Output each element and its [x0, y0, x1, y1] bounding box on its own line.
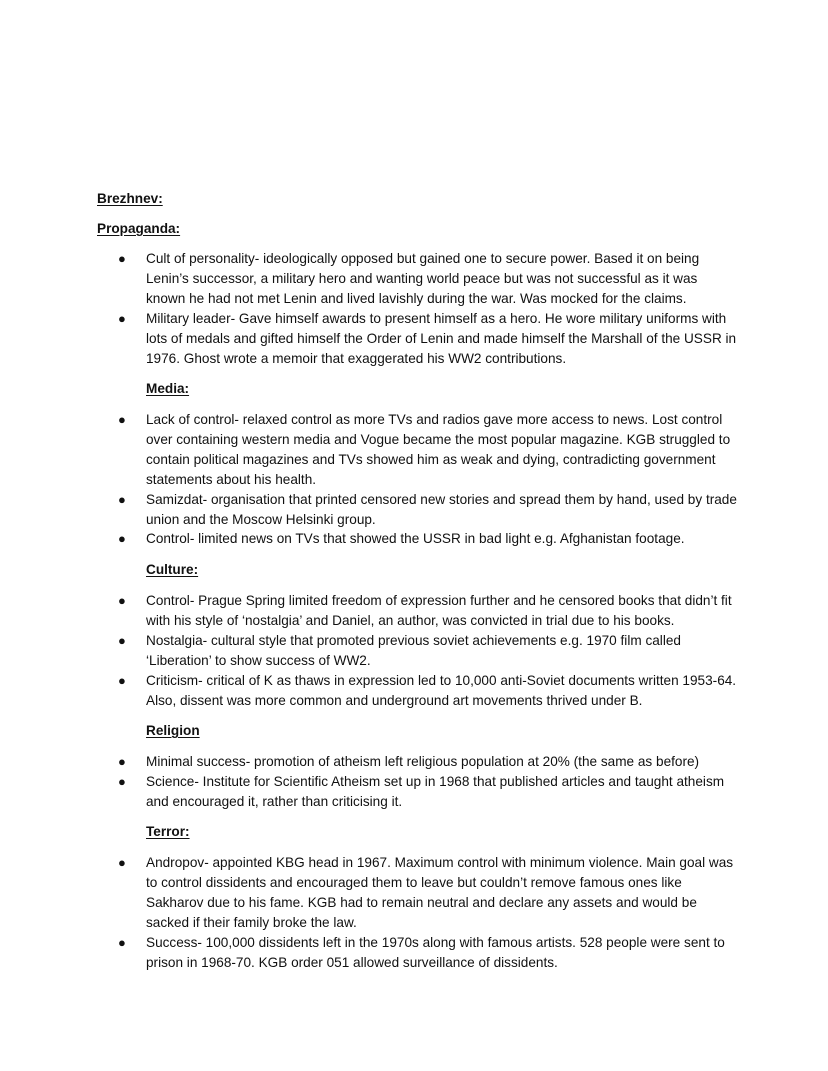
list-item: ● Military leader- Gave himself awards to present himself as a hero. He wore military uniforms with lots of medals and gifted himself the Order of Lenin and made himself the Marshall of the USSR in 1976. Ghost wrote a memoir that exaggerated his WW2 contributions. [118, 310, 737, 366]
list-item: ● Lack of control- relaxed control as more TVs and radios gave more access to news. Lost control over containing western media and Vogue became the most popular magazine. KGB struggled to contain political magazines and TVs showed him as weak and dying, contradicting government statements about his health. [118, 412, 731, 487]
section-heading-religion: Religion [146, 723, 200, 738]
bullet-icon: ● [118, 531, 126, 547]
bullet-icon: ● [118, 491, 126, 507]
list-item: ● Samizdat- organisation that printed censored new stories and spread them by hand, used by trade union and the Moscow Helsinki group. [118, 491, 737, 527]
list-item: ● Control- Prague Spring limited freedom of expression further and he censored books that didn’t fit with his style of ‘nostalgia’ and Daniel, an author, was convicted in trial due to his books. [118, 593, 732, 628]
terror-list [118, 853, 738, 972]
culture-list [118, 591, 738, 710]
bullet-icon: ● [118, 754, 126, 769]
document-title: Brezhnev: [97, 191, 163, 206]
religion-list [118, 752, 738, 812]
list-item: ● Andropov- appointed KBG head in 1967. Maximum control with minimum violence. Main goal was to control dissidents and encouraged them to leave but couldn’t remove famous ones like Sakharov due to his fame. KGB had to remain neutral and declare any assets and would be sacked if their family broke the law. [118, 855, 734, 930]
section-heading-terror: Terror: [146, 824, 190, 839]
bullet-icon: ● [118, 934, 126, 950]
bullet-icon: ● [118, 773, 126, 789]
section-heading-propaganda: Propaganda: [97, 221, 181, 236]
propaganda-list [118, 249, 738, 368]
list-item: ● Nostalgia- cultural style that promoted previous soviet achievements e.g. 1970 film called ‘Liberation’ to show success of WW2. [118, 632, 681, 668]
list-item: ● Control- limited news on TVs that showed the USSR in bad light e.g. Afghanistan footage. [118, 529, 738, 549]
bullet-icon: ● [118, 251, 126, 266]
list-item: ● Minimal success- promotion of atheism left religious population at 20% (the same as before) [118, 752, 738, 772]
bullet-icon: ● [118, 310, 126, 326]
bullet-icon: ● [118, 855, 126, 870]
list-item: ● Cult of personality- ideologically opposed but gained one to secure power. Based it on being Lenin’s successor, a military hero and wanting world peace but was not successful as it was known he had not met Lenin and lived lavishly during the war. Was mocked for the claims. [118, 251, 700, 306]
bullet-icon: ● [118, 672, 126, 688]
bullet-icon: ● [118, 632, 126, 648]
section-heading-media: Media: [146, 381, 190, 396]
section-heading-culture: Culture: [146, 562, 199, 577]
bullet-icon: ● [118, 593, 126, 608]
list-item: ● Science- Institute for Scientific Atheism set up in 1968 that published articles and taught atheism and encouraged it, rather than criticising it. [118, 773, 725, 809]
media-list [118, 410, 738, 549]
bullet-icon: ● [118, 412, 126, 427]
list-item: ● Success- 100,000 dissidents left in the 1970s along with famous artists. 528 people were sent to prison in 1968-70. KGB order 051 allowed surveillance of dissidents. [118, 934, 725, 970]
list-item: ● Criticism- critical of K as thaws in expression led to 10,000 anti-Soviet documents written 1953-64. Also, dissent was more common and underground art movements thrived under B. [118, 672, 737, 708]
